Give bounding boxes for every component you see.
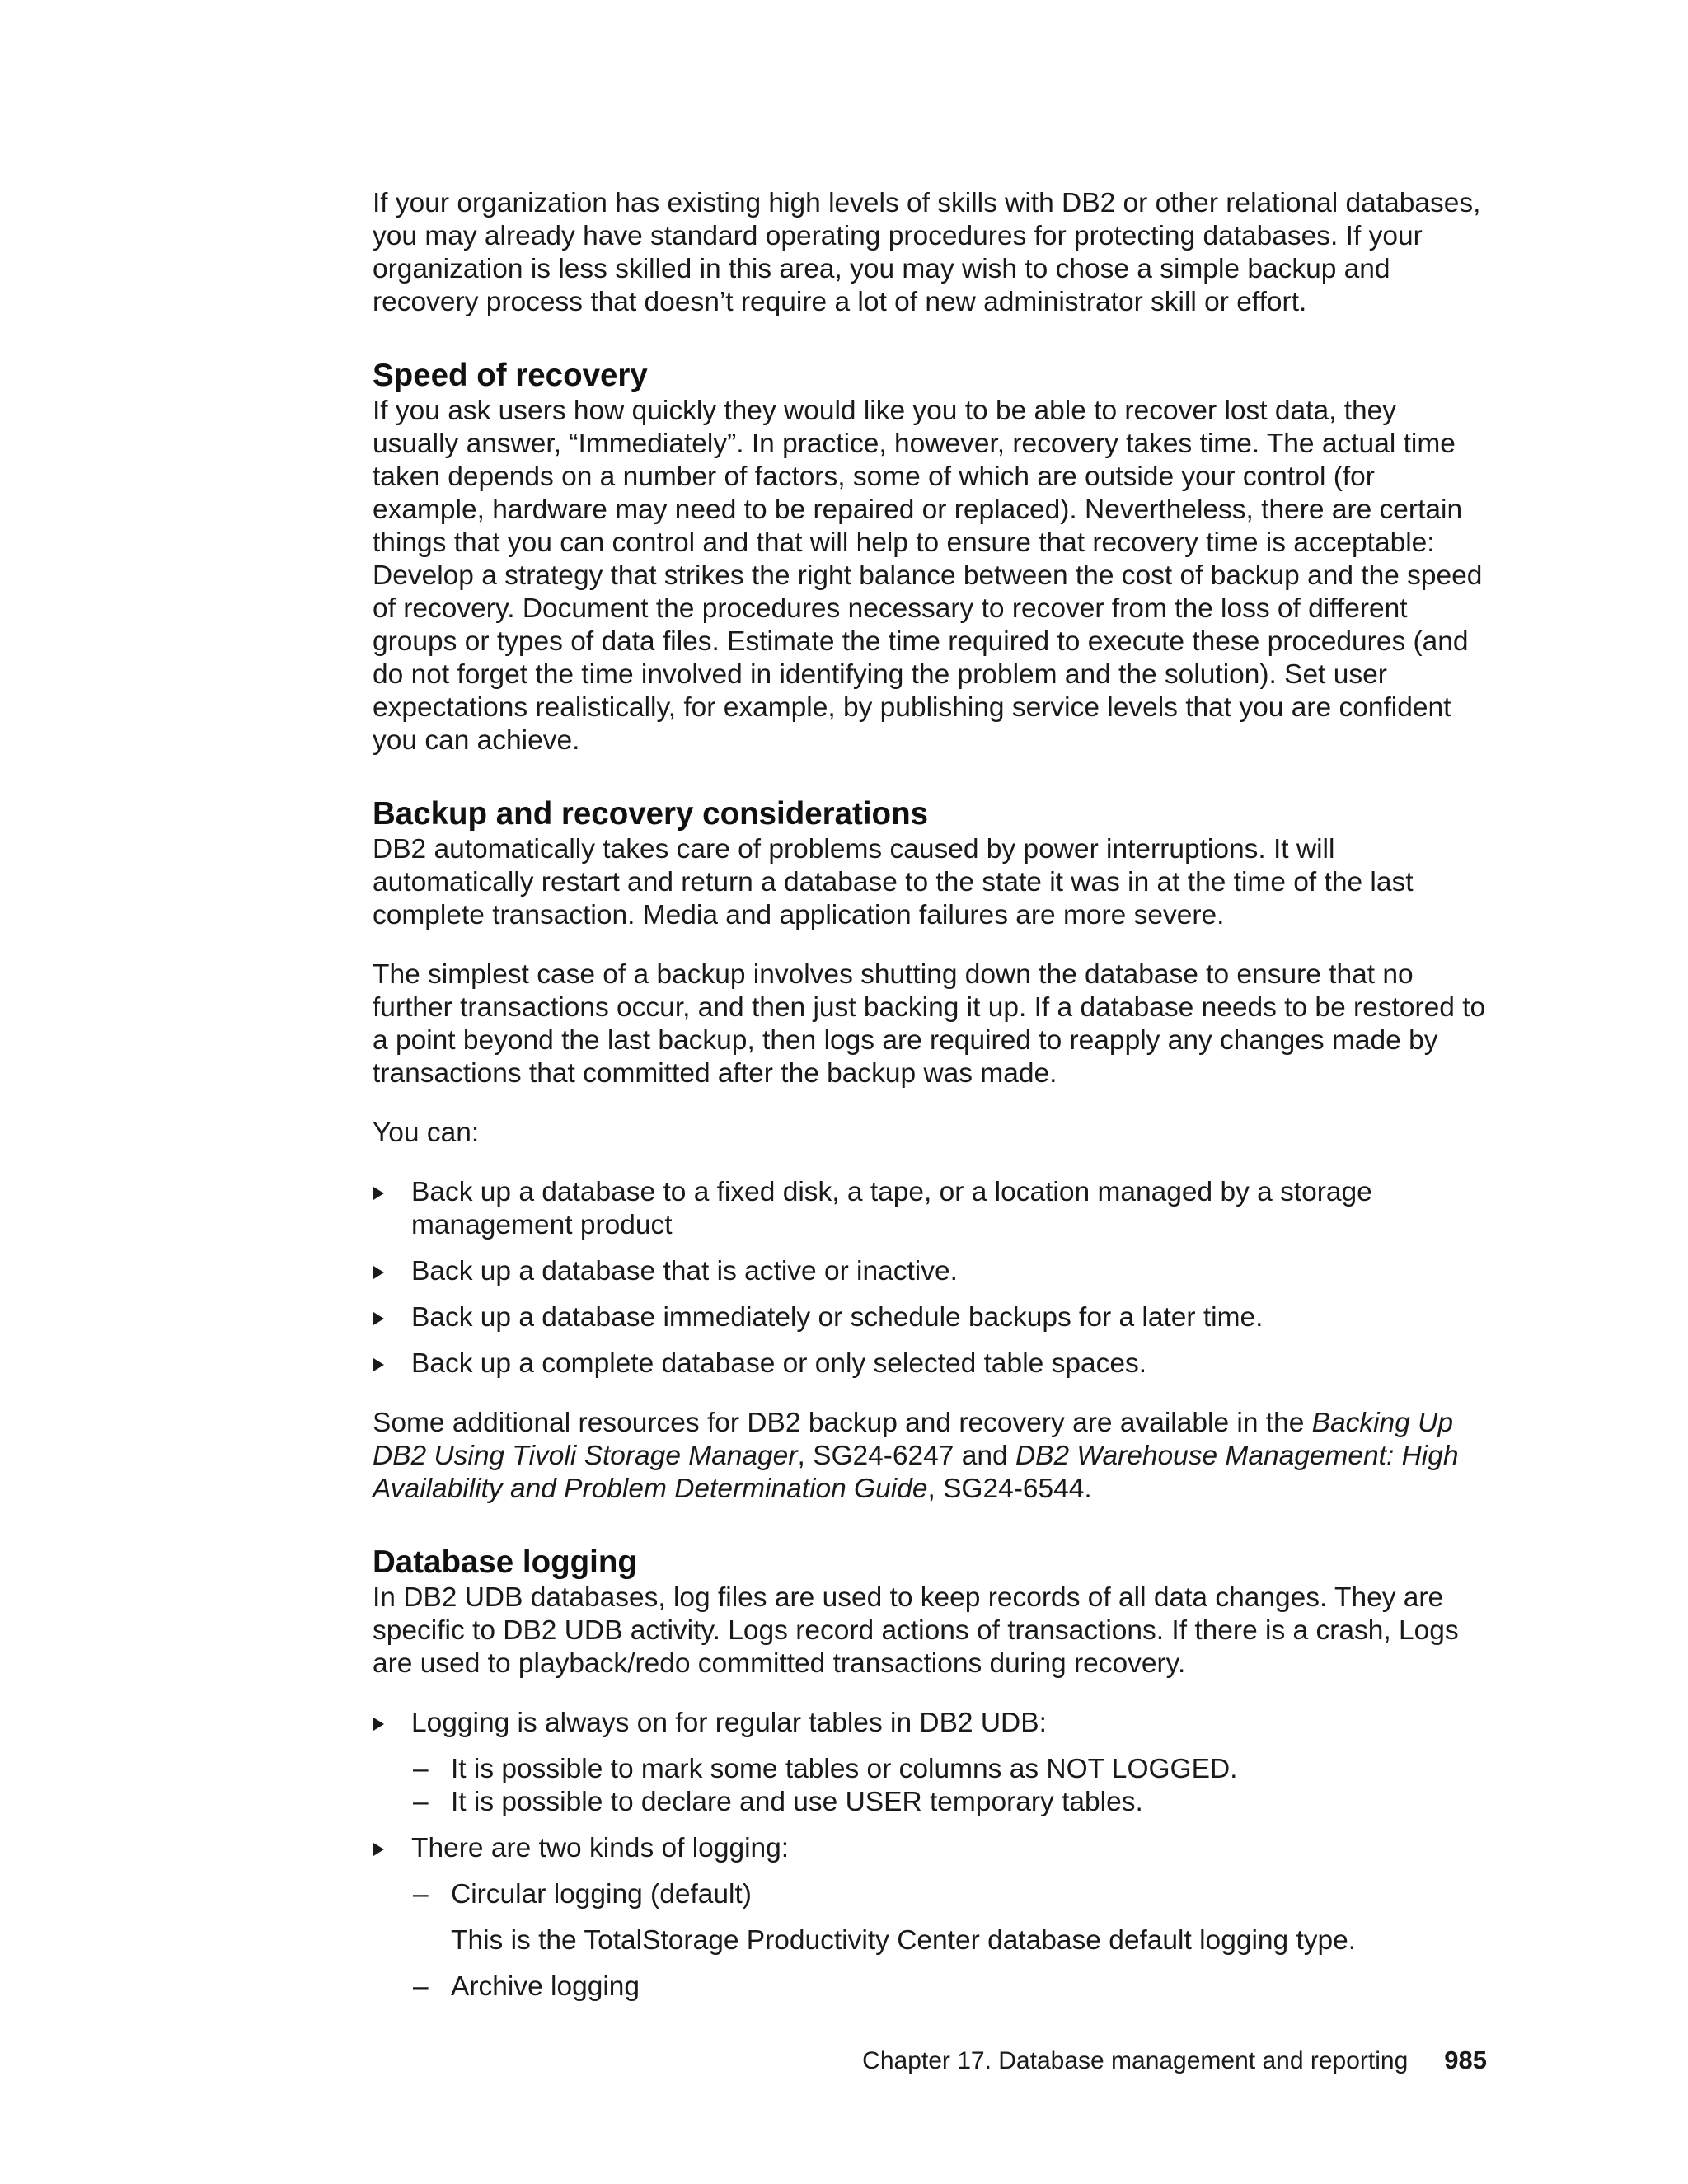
sub-list-item bbox=[411, 1878, 1487, 1957]
bullet-triangle-icon bbox=[373, 1718, 384, 1731]
circular-logging-note: This is the TotalStorage Productivity Center database default logging type. bbox=[451, 1925, 1357, 1956]
logging-paragraph: In DB2 UDB databases, log files are used to keep records of all data changes. They are specific to DB2 UDB activity. Logs record actions of transactions. If there is a crash, Logs are used to playback/redo committed transactions during recovery. bbox=[373, 1582, 1459, 1679]
dash-bullet: – bbox=[413, 1971, 429, 2002]
list-item-text: Back up a database immediately or schedule backups for a later time. bbox=[411, 1302, 1264, 1333]
list-item bbox=[373, 1347, 1487, 1380]
dash-bullet: – bbox=[413, 1754, 429, 1784]
intro-paragraph: If your organization has existing high levels of skills with DB2 or other relational databases, you may already have standard operating procedures for protecting databases. If your organization is less skilled in this area, you may wish to chose a simple backup and recovery process that doesn’t require a lot of new administrator skill or effort. bbox=[373, 188, 1481, 317]
list-item-text: Back up a complete database or only selected table spaces. bbox=[411, 1348, 1147, 1379]
resources-text-2: , SG24-6247 and bbox=[797, 1441, 1015, 1471]
bullet-triangle-icon bbox=[373, 1266, 384, 1279]
bullet-triangle-icon bbox=[373, 1312, 384, 1325]
dash-bullet: – bbox=[413, 1879, 429, 1910]
bullet-triangle-icon bbox=[373, 1843, 384, 1856]
heading-database-logging: Database logging bbox=[373, 1544, 637, 1580]
page-footer bbox=[862, 2046, 1487, 2076]
page-number: 985 bbox=[1444, 2046, 1487, 2074]
sub-list-item bbox=[411, 1971, 1487, 2004]
speed-of-recovery-paragraph: If you ask users how quickly they would like you to be able to recover lost data, they usually answer, “Immediately”. In practice, however, recovery takes time. The actual time taken depends on a number of factors, some of which are outside your control (for example, hardware may need to be repaired or replaced). Nevertheless, there are certain things that you can control and that will help to ensure that recovery time is acceptable: Develop a strategy that strikes the right balance between the cost of backup and the speed of recovery. Document the procedures necessary to recover from the loss of different groups or types of data files. Estimate the time required to execute these procedures (and do not forget the time involved in identifying the problem and the solution). Set user expectations realistically, for example, by publishing service levels that you are confident you can achieve. bbox=[373, 396, 1483, 756]
logging-types-sublist bbox=[411, 1878, 1487, 2004]
bullet-triangle-icon bbox=[373, 1187, 384, 1200]
page-content bbox=[373, 187, 1487, 2030]
sub-list-item-text: It is possible to declare and use USER temporary tables. bbox=[451, 1787, 1143, 1817]
resources-text-3: , SG24-6544. bbox=[927, 1474, 1092, 1504]
list-item-text: Back up a database that is active or inactive. bbox=[411, 1256, 958, 1286]
logging-sublist bbox=[411, 1753, 1487, 1819]
dash-bullet: – bbox=[413, 1787, 429, 1817]
sub-list-item-text: Circular logging (default) bbox=[451, 1879, 752, 1910]
backup-paragraph-2: The simplest case of a backup involves shutting down the database to ensure that no further transactions occur, and then just backing it up. If a database needs to be restored to a point beyond the last backup, then logs are required to reapply any changes made by transactions that committed after the backup was made. bbox=[373, 959, 1486, 1089]
resources-paragraph bbox=[373, 1407, 1487, 1506]
book-title-warehouse: DB2 Warehouse Management: High Availability and Problem Determination Guide bbox=[373, 1441, 1459, 1504]
sub-list-item-text: Archive logging bbox=[451, 1971, 640, 2002]
list-item bbox=[373, 1255, 1487, 1288]
heading-speed-of-recovery: Speed of recovery bbox=[373, 358, 648, 393]
backup-options-list bbox=[373, 1176, 1487, 1380]
resources-text-1: Some additional resources for DB2 backup and recovery are available in the bbox=[373, 1408, 1312, 1438]
bullet-triangle-icon bbox=[373, 1358, 384, 1371]
sub-list-item-text: It is possible to mark some tables or columns as NOT LOGGED. bbox=[451, 1754, 1238, 1784]
backup-paragraph-1: DB2 automatically takes care of problems caused by power interruptions. It will automatically restart and return a database to the state it was in at the time of the last complete transaction. Media and application failures are more severe. bbox=[373, 834, 1414, 930]
list-item bbox=[373, 1301, 1487, 1334]
sub-list-item bbox=[411, 1753, 1487, 1786]
heading-backup-recovery-considerations: Backup and recovery considerations bbox=[373, 796, 928, 832]
list-item bbox=[373, 1707, 1487, 1819]
list-item-text: Logging is always on for regular tables in DB2 UDB: bbox=[411, 1708, 1047, 1738]
logging-list bbox=[373, 1707, 1487, 2004]
sub-list-item bbox=[411, 1786, 1487, 1819]
list-item bbox=[373, 1176, 1487, 1242]
list-item-text: Back up a database to a fixed disk, a tape, or a location managed by a storage management product bbox=[411, 1177, 1372, 1240]
list-item-text: There are two kinds of logging: bbox=[411, 1833, 790, 1863]
footer-chapter-title: Chapter 17. Database management and reporting bbox=[862, 2047, 1409, 2074]
list-item bbox=[373, 1832, 1487, 2004]
you-can-label: You can: bbox=[373, 1118, 480, 1148]
book-title-tivoli: Backing Up DB2 Using Tivoli Storage Manager bbox=[373, 1408, 1453, 1471]
